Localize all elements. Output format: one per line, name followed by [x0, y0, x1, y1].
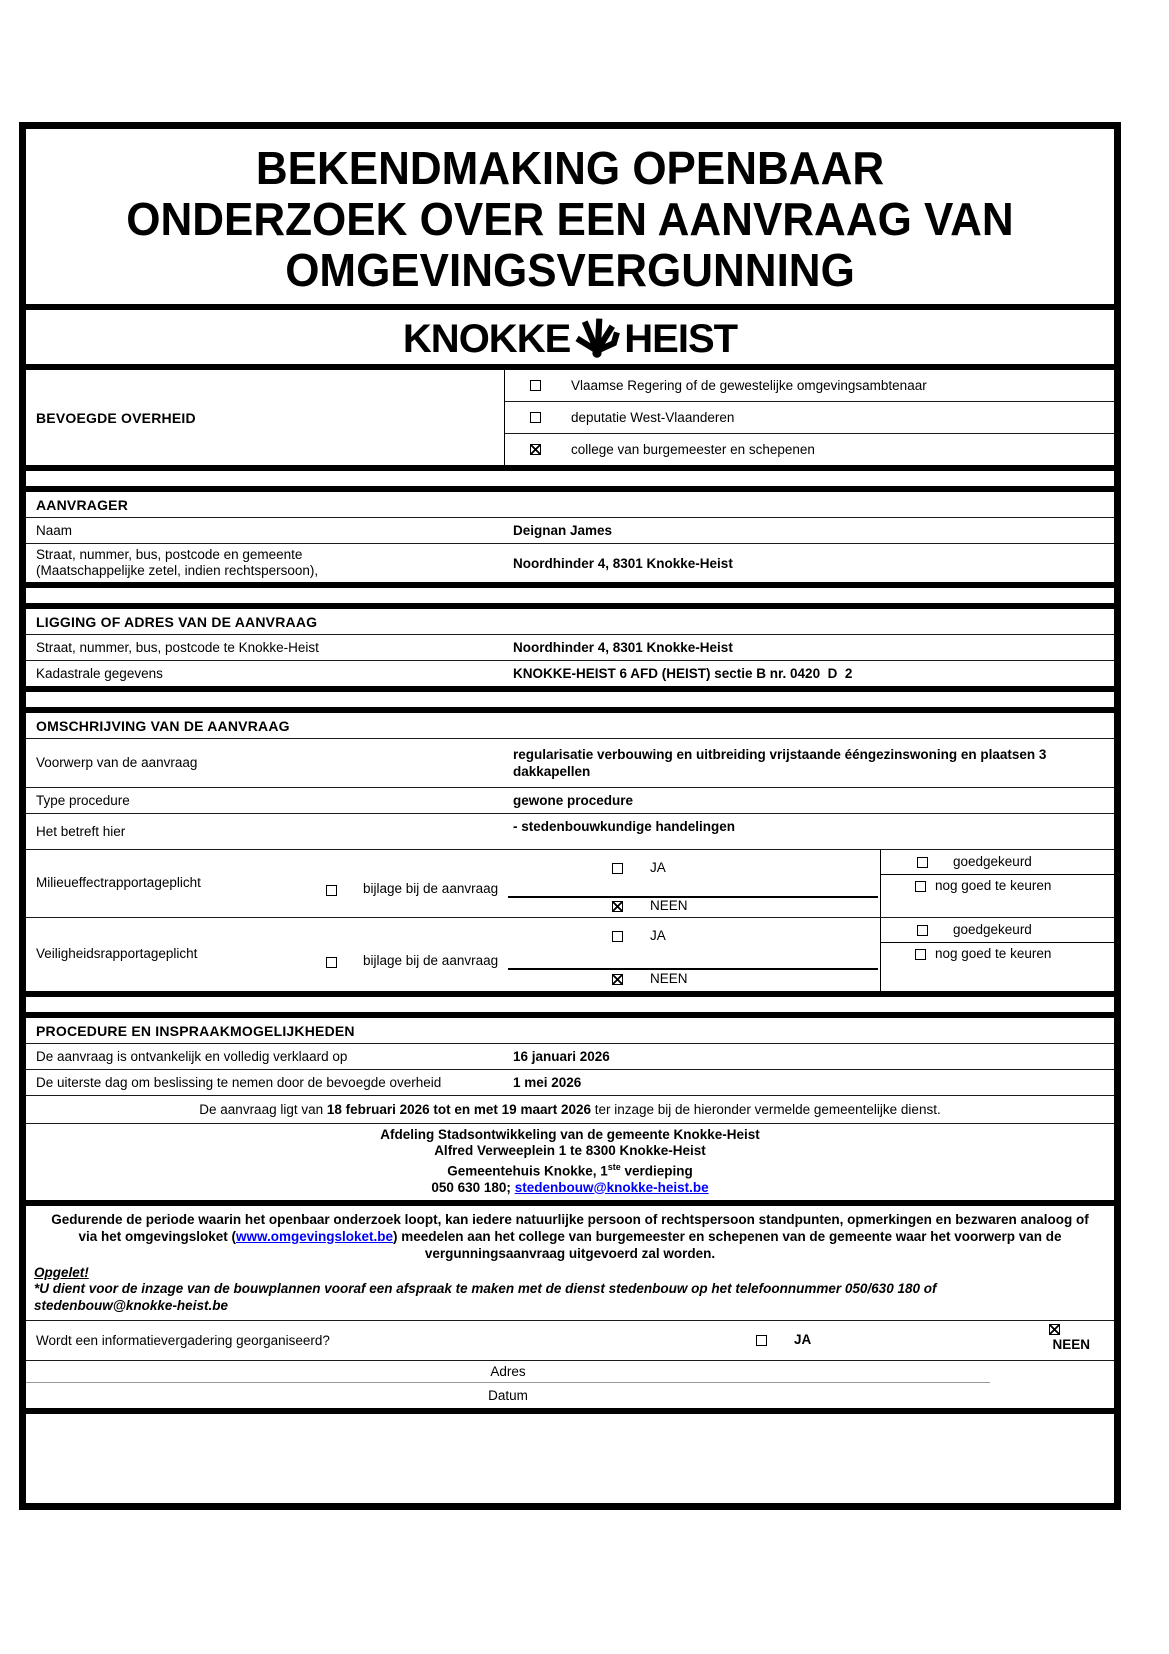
deputatie-checkbox[interactable]: [530, 412, 541, 423]
ontvankelijk-label: De aanvraag is ontvankelijk en volledig verklaard op: [36, 1048, 348, 1064]
section-gap: [26, 465, 1114, 492]
vlaamse-regering-label: Vlaamse Regering of de gewestelijke omgevingsambtenaar: [571, 378, 927, 393]
form-document: [19, 122, 1121, 1510]
dienst-adres: Alfred Verweeplein 1 te 8300 Knokke-Heist: [434, 1143, 706, 1158]
divider-line: [881, 874, 1114, 875]
veiligheid-nog-goed-label: nog goed te keuren: [935, 946, 1052, 961]
milieu-goedgekeurd-label: goedgekeurd: [953, 854, 1032, 869]
betreft-row: [26, 814, 1114, 850]
uiterste-dag-row: [26, 1070, 1114, 1096]
title-line-3: OMGEVINGSVERGUNNING: [285, 244, 855, 297]
omgevingsloket-link[interactable]: www.omgevingsloket.be: [236, 1228, 394, 1244]
veiligheid-ja-checkbox[interactable]: [612, 931, 623, 942]
naam-label: Naam: [36, 522, 73, 538]
kadaster-label: Kadastrale gegevens: [36, 665, 163, 681]
ligging-straat-row: [26, 635, 1114, 661]
adres-label-line1: Straat, nummer, bus, postcode en gemeente: [36, 547, 303, 562]
gemeentelijke-dienst-block: [26, 1124, 1114, 1200]
fill-line: [508, 896, 878, 898]
ontvankelijk-value: 16 januari 2026: [513, 1049, 610, 1064]
logo-text-heist: HEIST: [624, 317, 738, 361]
dienst-locatie: [26, 1159, 1114, 1180]
municipality-logo: [26, 310, 1114, 370]
opgelet-label: Opgelet!: [34, 1264, 89, 1280]
dienst-naam: Afdeling Stadsontwikkeling van de gemeente Knokke-Heist: [380, 1127, 760, 1142]
section-gap: [26, 991, 1114, 1018]
bevoegde-overheid-options: [505, 370, 1114, 465]
veiligheid-neen-checkbox[interactable]: [612, 974, 623, 985]
dienst-telefoon: 050 630 180;: [431, 1179, 515, 1195]
section-gap: [26, 582, 1114, 609]
vergadering-adres-row: Adres: [26, 1361, 990, 1383]
veiligheid-ja-label: JA: [650, 928, 666, 943]
afspraak-note-line2: stedenbouw@knokke-heist.be: [34, 1297, 228, 1313]
ligging-straat-label: Straat, nummer, bus, postcode te Knokke-Heist: [36, 639, 319, 655]
college-label: college van burgemeester en schepenen: [571, 442, 815, 457]
informatievergadering-row: [26, 1321, 1114, 1361]
vergadering-neen-label: NEEN: [1052, 1336, 1090, 1352]
ligging-header: LIGGING OF ADRES VAN DE AANVRAAG: [26, 609, 1114, 635]
aanvrager-header: AANVRAGER: [26, 492, 1114, 518]
milieu-goedgekeurd-checkbox[interactable]: [917, 857, 928, 868]
vergadering-datum-row: [26, 1383, 1114, 1414]
aanvrager-adres-value: Noordhinder 4, 8301 Knokke-Heist: [513, 555, 733, 571]
option-deputatie: [505, 402, 1114, 434]
dienst-locatie-sup: ste: [607, 1162, 621, 1172]
milieueffect-label: Milieueffectrapportageplicht: [36, 875, 201, 891]
milieu-approval-cell: [880, 850, 1114, 917]
voorwerp-row: [26, 739, 1114, 788]
option-college: [505, 434, 1114, 465]
inzage-suffix: ter inzage bij de hieronder vermelde gemeentelijke dienst.: [591, 1102, 941, 1117]
veiligheid-nog-goed-checkbox[interactable]: [915, 949, 926, 960]
veiligheid-approval-cell: [880, 918, 1114, 991]
inzage-periode-line: [26, 1096, 1114, 1124]
aanvrager-adres-label: [26, 544, 513, 582]
kadaster-value: KNOKKE-HEIST 6 AFD (HEIST) sectie B nr. 0420 D 2: [513, 666, 853, 681]
ligging-straat-value: Noordhinder 4, 8301 Knokke-Heist: [513, 640, 733, 655]
empty-notes-box: [26, 1414, 1114, 1504]
betreft-label: Het betreft hier: [36, 823, 126, 839]
bevoegde-overheid-label: BEVOEGDE OVERHEID: [26, 370, 505, 465]
veiligheid-bijlage-checkbox[interactable]: [326, 957, 337, 968]
milieu-neen-label: NEEN: [650, 898, 688, 913]
vergadering-datum-label: Datum: [488, 1387, 528, 1403]
afspraak-note-line1: *U dient voor de inzage van de bouwplannen vooraf een afspraak te maken met de dienst stedenbouw op het telefoonnummer 050/630 180 of: [34, 1280, 937, 1296]
type-procedure-value: gewone procedure: [513, 793, 634, 808]
fill-line: [508, 968, 878, 970]
uiterste-dag-label: De uiterste dag om beslissing te nemen door de bevoegde overheid: [36, 1074, 442, 1090]
title-block: [26, 129, 1114, 310]
naam-row: [26, 518, 1114, 544]
veiligheids-label: Veiligheidsrapportageplicht: [36, 945, 198, 961]
inzage-period: 18 februari 2026 tot en met 19 maart 2026: [326, 1102, 591, 1117]
milieu-neen-checkbox[interactable]: [612, 901, 623, 912]
dienst-locatie-pre: Gemeentehuis Knokke, 1: [447, 1163, 608, 1179]
milieueffect-row: [26, 850, 1114, 918]
vergadering-ja-label: JA: [794, 1331, 812, 1347]
type-procedure-row: [26, 788, 1114, 814]
dienst-locatie-post: verdieping: [620, 1163, 693, 1179]
veiligheids-row: [26, 918, 1114, 991]
kadaster-row: [26, 661, 1114, 686]
deputatie-label: deputatie West-Vlaanderen: [571, 410, 735, 425]
vlaamse-regering-checkbox[interactable]: [530, 380, 541, 391]
procedure-header: PROCEDURE EN INSPRAAKMOGELIJKHEDEN: [26, 1018, 1114, 1044]
betreft-value: - stedenbouwkundige handelingen: [513, 819, 736, 834]
uiterste-dag-value: 1 mei 2026: [513, 1075, 582, 1090]
dienst-contact: [26, 1180, 1114, 1196]
bevoegde-overheid-section: [26, 370, 1114, 465]
stedenbouw-email-link[interactable]: stedenbouw@knokke-heist.be: [514, 1179, 709, 1195]
omschrijving-header: OMSCHRIJVING VAN DE AANVRAAG: [26, 713, 1114, 739]
voorwerp-label: Voorwerp van de aanvraag: [36, 755, 198, 770]
ontvankelijk-row: [26, 1044, 1114, 1070]
bezwaar-text-post: ) meedelen aan het college van burgemeester en schepenen van de gemeente waar het voorwerp van de vergunningsaanvraag uitgevoerd zal worden.: [393, 1228, 1062, 1261]
title-line-1: BEKENDMAKING OPENBAAR: [255, 142, 885, 195]
type-procedure-label: Type procedure: [36, 792, 130, 808]
voorwerp-value: regularisatie verbouwing en uitbreiding vrijstaande ééngezinswoning en plaatsen 3 dakkapellen: [513, 747, 1051, 779]
bezwaar-block: [26, 1206, 1114, 1321]
veiligheid-goedgekeurd-checkbox[interactable]: [917, 925, 928, 936]
bezwaar-text-pre: Gedurende de periode waarin het openbaar onderzoek loopt, kan iedere natuurlijke persoon of rechtspersoon standpunten, opmerkingen en bezwaren analoog of via het omgevingsloket (: [51, 1211, 1089, 1244]
milieu-ja-label: JA: [650, 860, 666, 875]
section-gap: [26, 686, 1114, 713]
veiligheid-goedgekeurd-label: goedgekeurd: [953, 922, 1032, 937]
vergadering-ja-checkbox[interactable]: [756, 1335, 767, 1346]
divider-line: [881, 942, 1114, 943]
logo-text-knokke: KNOKKE: [402, 317, 571, 361]
milieu-bijlage-label: bijlage bij de aanvraag: [363, 881, 499, 896]
knokke-heist-splash-icon: [574, 315, 620, 359]
bezwaar-paragraph: [34, 1211, 1106, 1262]
vergadering-neen-checkbox[interactable]: [1049, 1324, 1060, 1335]
naam-value: Deignan James: [513, 523, 613, 538]
milieu-ja-checkbox[interactable]: [612, 863, 623, 874]
informatievergadering-vraag: Wordt een informatievergadering georganiseerd?: [36, 1332, 330, 1348]
milieu-bijlage-checkbox[interactable]: [326, 885, 337, 896]
veiligheid-bijlage-label: bijlage bij de aanvraag: [363, 953, 499, 968]
option-vlaamse-regering: [505, 370, 1114, 402]
milieu-nog-goed-label: nog goed te keuren: [935, 878, 1052, 893]
milieu-nog-goed-checkbox[interactable]: [915, 881, 926, 892]
adres-label-line2: (Maatschappelijke zetel, indien rechtspersoon),: [36, 563, 319, 578]
aanvrager-adres-row: [26, 544, 1114, 582]
inzage-prefix: De aanvraag ligt van: [199, 1102, 327, 1117]
veiligheid-neen-label: NEEN: [650, 971, 688, 986]
college-checkbox[interactable]: [530, 444, 541, 455]
title-line-2: ONDERZOEK OVER EEN AANVRAAG VAN: [126, 193, 1014, 246]
